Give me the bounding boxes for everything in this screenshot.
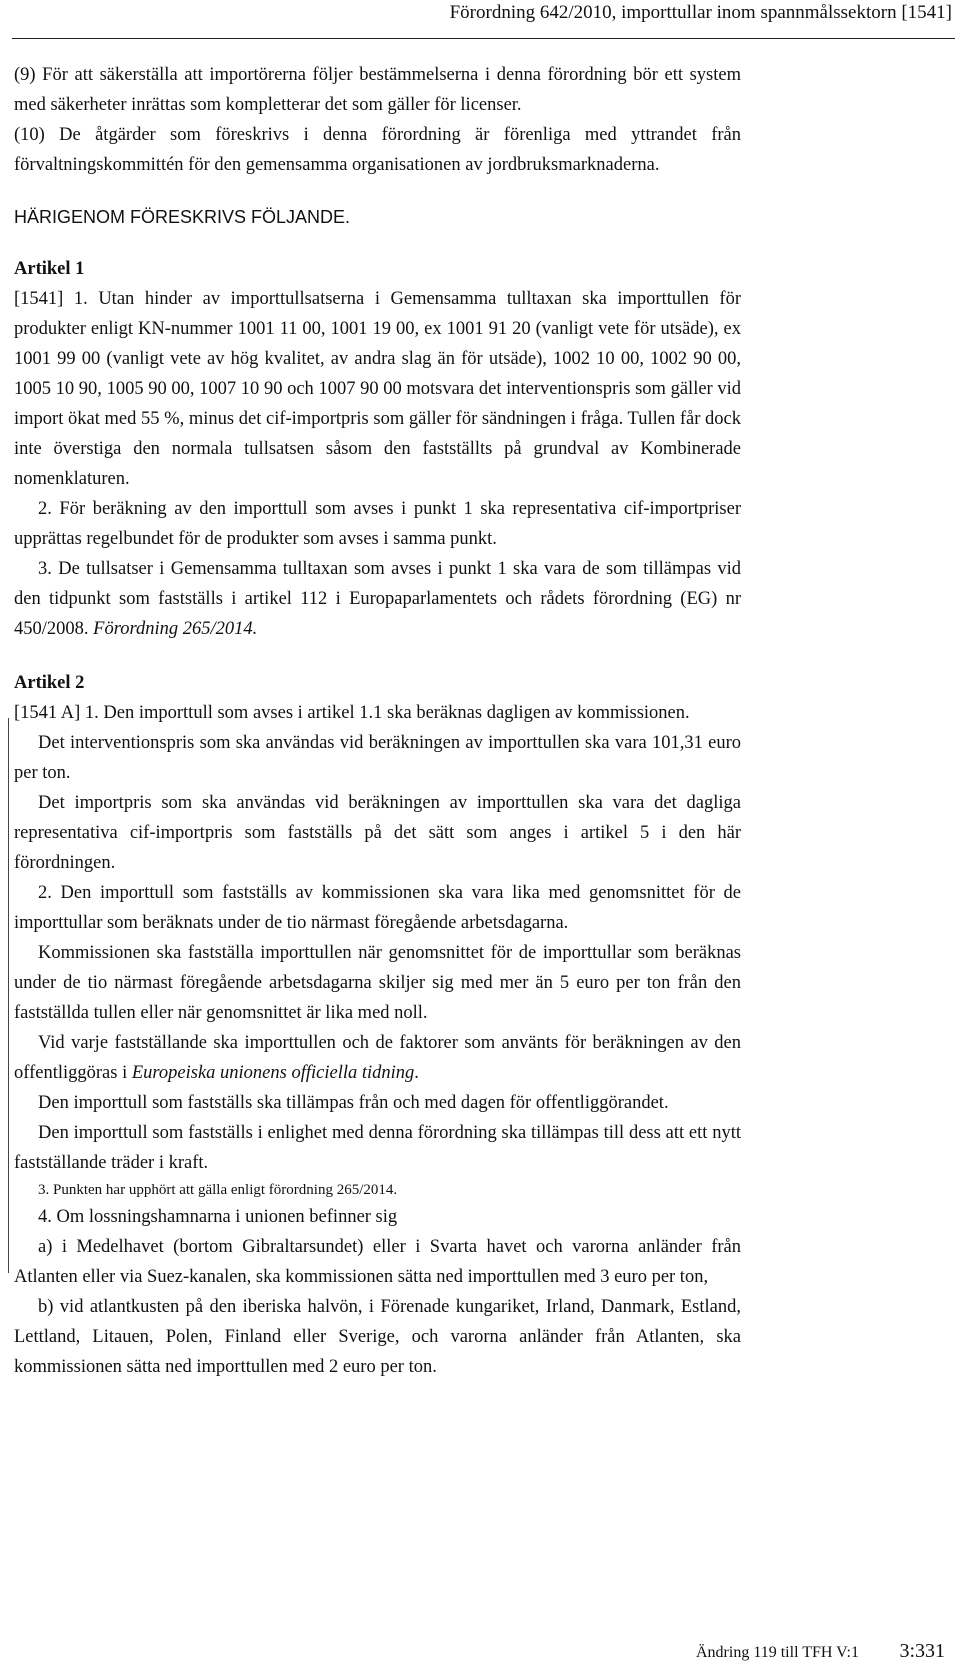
article-2-paragraph-2d: Den importtull som fastställs ska tillämpas från och med dagen för offentliggörandet. [38,1093,669,1113]
amendment-reference: Förordning 265/2014. [93,619,258,639]
article-2-paragraph-4b: b) vid atlantkusten på den iberiska halvön, i Förenade kungariket, Irland, Danmark, Estland, Lettland, Litauen, Polen, Finland eller Sverige, och varorna anländer från Atlanten, ska kommissionen sätta ned importtullen med 2 euro per ton. [14,1297,741,1377]
article-2-paragraph-4a: a) i Medelhavet (bortom Gibraltarsundet) eller i Svarta havet och varorna anländer från Atlanten eller via Suez-kanalen, ska kommissionen sätta ned importtullen med 3 euro per ton, [14,1237,741,1287]
header-divider [12,38,955,39]
article-1-paragraph-1: [1541] 1. Utan hinder av importtullsatserna i Gemensamma tulltaxan ska importtullen för produkter enligt KN-nummer 1001 11 00, 1001 19 00, ex 1001 91 20 (vanligt vete för utsäde), ex 1001 99 00 (vanligt vete av hög kvalitet, av andra slag än för utsäde), 1002 10 00, 1002 90 00, 1005 10 90, 1005 90 00, 1007 10 90 och 1007 90 00 motsvara det interventionspris som gäller vid import ökat med 55 %, minus det cif-importpris som gäller för sändningen i fråga. Tullen får dock inte överstiga den normala tullsatsen såsom den fastställts på grundval av Kombinerade nomenklaturen. [14,289,741,489]
article-2-paragraph-3: 3. Punkten har upphört att gälla enligt förordning 265/2014. [38,1182,398,1198]
footer-amendment-label: Ändring 119 till TFH V:1 [696,1644,859,1661]
recital-10: (10) De åtgärder som föreskrivs i denna förordning är förenliga med yttrandet från förvaltningskommittén för den gemensamma organisationen av jordbruksmarknaderna. [14,125,741,175]
recital-9: (9) För att säkerställa att importörerna följer bestämmelserna i denna förordning bör ett system med säkerheter inrättas som kompletterar det som gäller för licenser. [14,65,741,115]
article-1-paragraph-3-text: 3. De tullsatser i Gemensamma tulltaxan som avses i punkt 1 ska vara de som tillämpas vid den tidpunkt som fastställs i artikel 112 i Europaparlamentets och rådets förordning (EG) nr 450/2008. [14,559,741,639]
article-2-paragraph-1: [1541 A] 1. Den importtull som avses i artikel 1.1 ska beräknas dagligen av kommissionen. [14,703,690,723]
article-2-paragraph-1b: Det interventionspris som ska användas vid beräkningen av importtullen ska vara 101,31 euro per ton. [14,733,741,783]
article-2-heading: Artikel 2 [14,673,85,693]
article-1-paragraph-2: 2. För beräkning av den importtull som avses i punkt 1 ska representativa cif-importpriser upprättas regelbundet för de produkter som avses i samma punkt. [14,499,741,549]
article-2-paragraph-2c [14,1028,741,1088]
article-2-paragraph-2e: Den importtull som fastställs i enlighet med denna förordning ska tillämpas till dess att ett nytt fastställande träder i kraft. [14,1123,741,1173]
article-2-paragraph-2c-end: . [414,1063,419,1083]
article-2-paragraph-2: 2. Den importtull som fastställs av kommissionen ska vara lika med genomsnittet för de importtullar som beräknats under de tio närmast föregående arbetsdagarna. [14,883,741,933]
article-2-paragraph-4: 4. Om lossningshamnarna i unionen befinner sig [38,1207,398,1227]
article-1-heading: Artikel 1 [14,259,85,279]
article-2-paragraph-1c: Det importpris som ska användas vid beräkningen av importtullen ska vara det dagliga representativa cif-importpris som fastställs på det sätt som anges i artikel 5 i den här förordningen. [14,793,741,873]
article-2-paragraph-2b: Kommissionen ska fastställa importtullen när genomsnittet för de importtullar som beräknas under de tio närmast föregående arbetsdagarna skiljer sig med mer än 5 euro per ton från den fastställda tullen eller när genomsnittet är lika med noll. [14,943,741,1023]
change-margin-bar [8,718,9,1273]
document-body [14,60,741,1382]
enacting-formula: HÄRIGENOM FÖRESKRIVS FÖLJANDE. [14,207,351,227]
article-1-paragraph-3 [14,554,741,644]
running-header: Förordning 642/2010, importtullar inom spannmålssektorn [1541] [449,2,952,23]
article-2-paragraph-2c-text: Vid varje fastställande ska importtullen och de faktorer som använts för beräkningen av den offentliggöras i [14,1033,741,1083]
official-journal-title: Europeiska unionens officiella tidning [131,1063,415,1083]
footer-page-number: 3:331 [899,1640,945,1662]
